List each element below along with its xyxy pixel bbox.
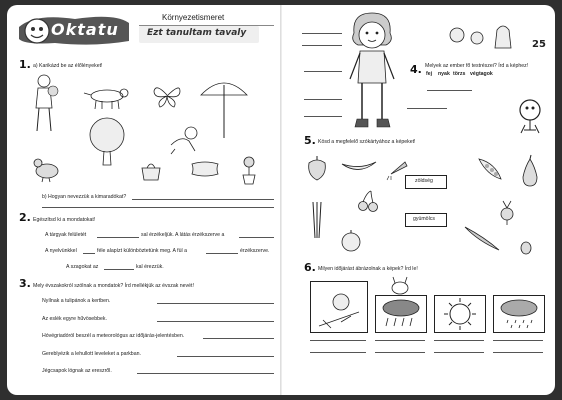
- magnifier-mascot-picture: [515, 97, 545, 142]
- handbag-picture: [140, 160, 162, 187]
- word-card-vegetable-label: zöldség: [415, 178, 433, 184]
- ex4-word-3: törzs: [453, 71, 466, 77]
- butterfly-picture: [152, 83, 182, 113]
- ex2-blank-3[interactable]: [83, 253, 95, 254]
- ex4-answer-line-e[interactable]: [407, 108, 447, 109]
- weather-picture-1: [310, 281, 368, 333]
- ex6-answer-line-2b[interactable]: [375, 352, 425, 353]
- word-card-fruit-label: gyümölcs: [413, 216, 435, 222]
- weather-picture-3: [434, 295, 486, 333]
- ex3-answer-line-2[interactable]: [157, 321, 274, 322]
- ex3-answer-line-4[interactable]: [177, 356, 274, 357]
- tree-picture: [82, 117, 132, 172]
- logo: [15, 11, 133, 49]
- ex4-answer-line-b[interactable]: [302, 45, 342, 46]
- pillow-picture: [190, 160, 220, 183]
- pepper-picture: [305, 155, 329, 186]
- ex6-answer-line-1a[interactable]: [310, 340, 366, 341]
- exercise-1b-question: b) Hogyan nevezzük a kimaradókat?: [42, 194, 127, 200]
- ex4-answer-line-d[interactable]: [427, 90, 472, 91]
- ex6-answer-line-4a[interactable]: [493, 340, 543, 341]
- exercise-number-2: 2.: [19, 211, 31, 224]
- answer-line-1b-2[interactable]: [42, 207, 274, 208]
- leek-picture: [307, 200, 327, 245]
- weather-picture-4: [493, 295, 545, 333]
- pear-picture: [519, 155, 541, 192]
- ex4-answer-line-g[interactable]: [304, 116, 342, 117]
- cartoon-weather-mascot: [390, 276, 410, 301]
- dog-picture: [82, 85, 132, 115]
- cherry-picture: [357, 190, 379, 217]
- banana-picture: [340, 158, 378, 181]
- ex6-answer-line-3b[interactable]: [434, 352, 484, 353]
- ex6-answer-line-4b[interactable]: [493, 352, 543, 353]
- baby-picture: [167, 125, 202, 160]
- child-figure-picture: [340, 11, 405, 136]
- peapod-picture: [475, 155, 505, 188]
- ex2-sentence-1a: A tárgyak felületét: [45, 232, 87, 238]
- boy-with-flowers-picture: [29, 73, 59, 138]
- ex2-blank-1[interactable]: [97, 237, 139, 238]
- header-rule: [139, 25, 274, 26]
- exercise-6-instruction: Milyen időjárást ábrázolnak a képek? Írd le!: [318, 266, 418, 272]
- ex2-blank-4[interactable]: [206, 253, 238, 254]
- ex4-word-1: fej: [426, 71, 433, 77]
- ex2-blank-2[interactable]: [239, 237, 274, 238]
- page-number: 25: [532, 39, 546, 50]
- cucumber-picture: [462, 223, 502, 258]
- ex3-sentence-1: Nyílnak a tulipánok a kertben.: [42, 298, 111, 304]
- flower-pot-picture: [239, 155, 259, 190]
- umbrella-picture: [199, 75, 249, 145]
- ex2-sentence-1b: sal érzékeljük. A látás érzékszerve a: [141, 232, 225, 238]
- ex2-sentence-2a: A nyelvünkkel: [45, 248, 77, 254]
- animal-figures-picture: [447, 20, 522, 55]
- ex2-sentence-3b: kal érezzük.: [136, 264, 164, 270]
- exercise-4-instruction: Melyek az ember fő testrészei? Írd a képhez!: [425, 63, 529, 69]
- exercise-number-1: 1.: [19, 58, 31, 71]
- exercise-3-instruction: Mely évszakokról szólnak a mondatok? Írd mellékjük az évszak nevét!: [33, 283, 194, 289]
- ex4-answer-line-a[interactable]: [302, 33, 342, 34]
- ex2-sentence-2c: érzékszerve.: [240, 248, 270, 254]
- ex2-sentence-2b: féle alapízt különböztetünk meg. A fül a: [97, 248, 187, 254]
- peach-picture: [340, 230, 362, 257]
- exercise-1a-instruction: a) Karikázd be az élőlényeket!: [33, 63, 103, 69]
- ex3-sentence-4: Gereblyézik a lehullott leveleket a parkban.: [42, 351, 141, 357]
- ex3-sentence-3: Hóvégriadóról beszél a meteorológus az időjárás-jelentésben.: [42, 333, 185, 339]
- answer-line-1b[interactable]: [132, 199, 274, 200]
- ex4-answer-line-f[interactable]: [304, 99, 342, 100]
- plum-picture: [519, 239, 533, 260]
- subject-label: Környezetismeret: [162, 13, 225, 22]
- ex6-answer-line-1b[interactable]: [310, 352, 366, 353]
- workbook-spread: [7, 5, 555, 395]
- exercise-number-5: 5.: [304, 134, 316, 147]
- exercise-number-6: 6.: [304, 261, 316, 274]
- ex2-blank-5[interactable]: [104, 269, 134, 270]
- ex3-sentence-5: Jégcsapok lógnak az ereszről.: [42, 368, 112, 374]
- ex4-word-2: nyak: [438, 71, 450, 77]
- ex4-answer-line-c[interactable]: [304, 71, 342, 72]
- logo-text: Oktatu: [51, 20, 119, 39]
- pigeon-picture: [31, 155, 61, 188]
- ex3-answer-line-5[interactable]: [137, 373, 274, 374]
- ex6-answer-line-2a[interactable]: [375, 340, 425, 341]
- exercise-number-3: 3.: [19, 277, 31, 290]
- ex2-sentence-3a: A szagokat az: [66, 264, 99, 270]
- exercise-number-4: 4.: [410, 63, 422, 76]
- exercise-2-instruction: Egészítsd ki a mondatokat!: [33, 217, 96, 223]
- ex6-answer-line-3a[interactable]: [434, 340, 484, 341]
- page-title: Ezt tanultam tavaly: [147, 28, 247, 38]
- ex3-answer-line-3[interactable]: [203, 338, 274, 339]
- ex3-answer-line-1[interactable]: [157, 303, 274, 304]
- exercise-5-instruction: Kösd a megfelelő szókártyához a képeket!: [318, 139, 416, 145]
- ex3-sentence-2: Az eslék egyre hűvösebbek.: [42, 316, 107, 322]
- ex4-word-4: végtagok: [470, 71, 493, 77]
